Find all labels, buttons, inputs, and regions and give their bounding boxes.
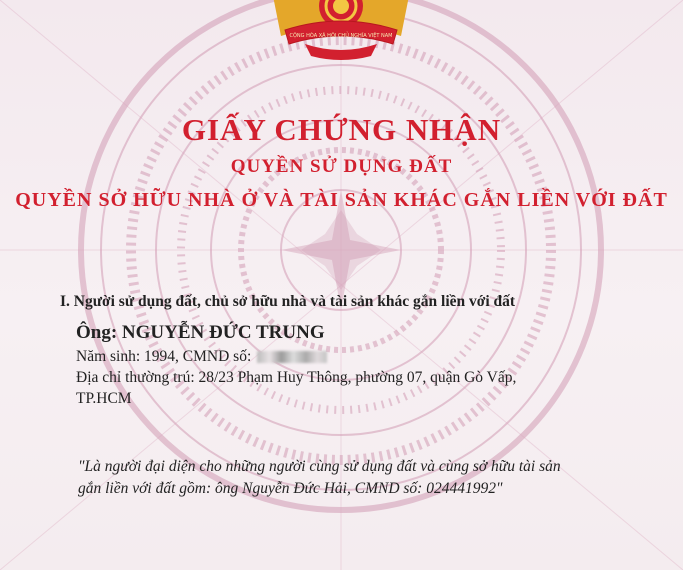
birth-and-id-line bbox=[76, 348, 327, 366]
representative-note-line-2: gắn liền với đất gồm: ông Nguyễn Đức Hải, CMND số: 024441992" bbox=[78, 480, 503, 497]
section-heading: I. Người sử dụng đất, chủ sở hữu nhà và tài sản khác gắn liền với đất bbox=[60, 293, 516, 310]
representative-note-line-1: "Là người đại diện cho những người cùng sử dụng đất và cùng sở hữu tài sản bbox=[78, 458, 561, 475]
emblem-banner-text: CỘNG HÒA XÃ HỘI CHỦ NGHĨA VIỆT NAM bbox=[289, 33, 393, 39]
owner-name: Ông: NGUYỄN ĐỨC TRUNG bbox=[76, 322, 325, 343]
national-emblem bbox=[255, 0, 427, 66]
address-line-1: Địa chỉ thường trú: 28/23 Phạm Huy Thông, phường 07, quận Gò Vấp, bbox=[76, 369, 517, 386]
certificate-subtitle-2: QUYỀN SỞ HỮU NHÀ Ở VÀ TÀI SẢN KHÁC GẮN LIỀN VỚI ĐẤT bbox=[15, 189, 668, 211]
certificate-title: GIẤY CHỨNG NHẬN bbox=[181, 112, 502, 147]
birth-and-id-text: Năm sinh: 1994, CMND số: bbox=[76, 348, 256, 365]
certificate-subtitle-1: QUYỀN SỬ DỤNG ĐẤT bbox=[230, 156, 453, 177]
redacted-id-number bbox=[257, 351, 327, 363]
address-line-2: TP.HCM bbox=[76, 390, 132, 407]
